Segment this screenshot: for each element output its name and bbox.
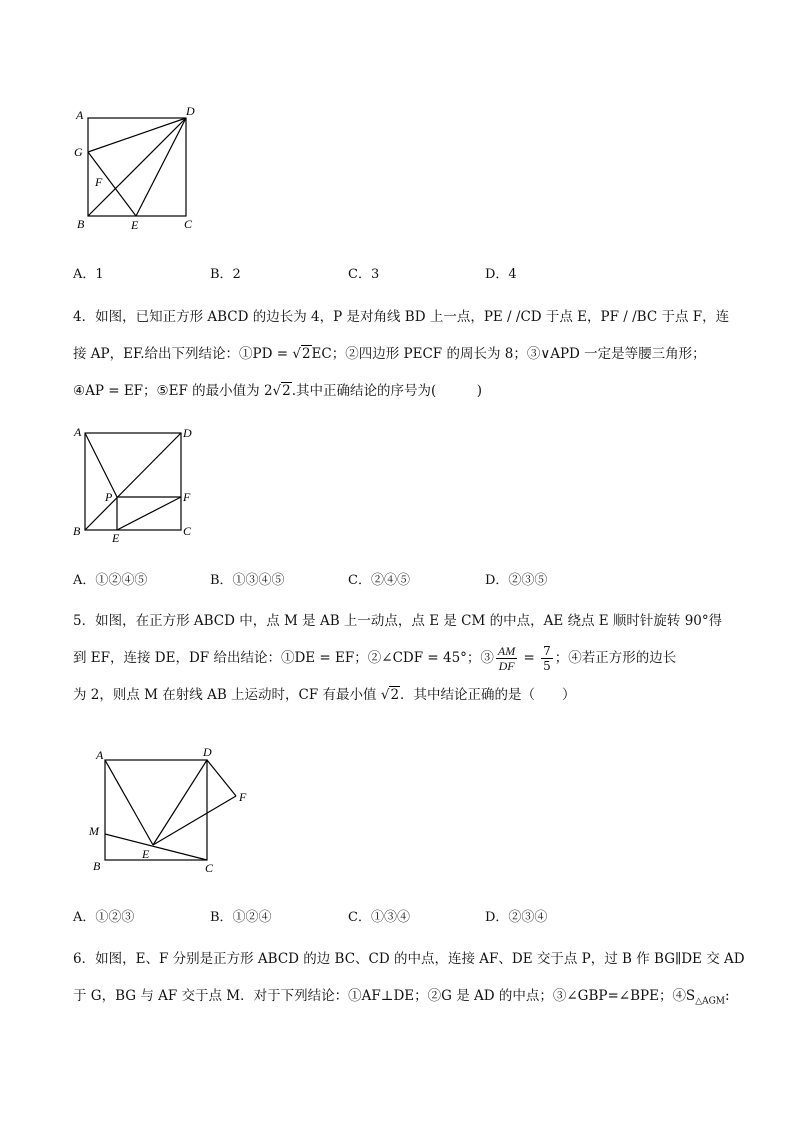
label-a: A <box>76 108 84 122</box>
label-d: D <box>203 745 212 759</box>
segment-mc <box>105 834 207 860</box>
q6-line-2: 于 G，BG 与 AF 交于点 M．对于下列结论：①AF⊥DE；②G 是 AD 的中点；③∠GBP=∠BPE；$④S_{\triangle AGM}$: <box>73 988 730 1007</box>
label-d: D <box>183 426 192 440</box>
label-d: D <box>186 104 195 118</box>
question-6 <box>73 941 745 1021</box>
label-p: P <box>105 490 113 504</box>
figure-q4 <box>70 423 210 548</box>
q3-option-d[interactable]: D．4 <box>485 267 517 282</box>
label-a: A <box>74 425 82 439</box>
segment-ap <box>85 433 117 497</box>
q4-option-d[interactable]: D．②③⑤ <box>485 573 548 588</box>
label-b: B <box>93 859 101 873</box>
label-a: A <box>96 748 104 762</box>
question-5 <box>73 603 733 714</box>
diagonal-bd <box>85 433 181 530</box>
q5-option-c[interactable]: C．①③④ <box>348 910 410 925</box>
q5-option-d[interactable]: D．②③④ <box>485 910 548 925</box>
q4-option-b[interactable]: B．①③④⑤ <box>210 573 285 588</box>
q3-option-a[interactable]: A．1 <box>73 267 104 282</box>
label-c: C <box>184 217 193 231</box>
q3-option-b[interactable]: B．2 <box>210 267 241 282</box>
segment-ae <box>105 760 153 845</box>
q4-line-1: 4．如图，已知正方形 ABCD 的边长为 4，P 是对角线 BD 上一点，PE / /CD 于点 E，PF / /BC 于点 F，连 <box>73 309 730 325</box>
label-e: E <box>131 218 139 232</box>
label-b: B <box>73 524 81 538</box>
label-b: B <box>77 217 85 231</box>
label-m: M <box>89 824 99 838</box>
q6-line-1: 6．如图，E、F 分别是正方形 ABCD 的边 BC、CD 的中点，连接 AF、DE 交于点 P，过 B 作 BG∥DE 交 AD <box>73 951 745 967</box>
question-4 <box>73 299 733 410</box>
square-abcd <box>105 760 207 860</box>
label-e: E <box>142 847 150 861</box>
label-c: C <box>183 524 192 538</box>
q5-line-1: 5．如图，在正方形 ABCD 中，点 M 是 AB 上一动点，点 E 是 CM 的中点，AE 绕点 E 顺时针旋转 90°得 <box>73 613 723 629</box>
fraction-7-5: $\frac{7}{5}$ <box>543 644 551 673</box>
figure-q5 <box>85 744 260 879</box>
label-f: F <box>95 175 103 189</box>
segment-de <box>153 760 207 845</box>
label-f: F <box>239 790 247 804</box>
q3-option-c[interactable]: C．3 <box>348 267 380 282</box>
triangle-symbol-icon: ∨ <box>540 346 551 362</box>
q5-line-2: 到 EF，连接 DE，DF 给出结论：①DE = EF；②∠CDF = 45°；③ $\frac{AM}{DF}$ = $\frac{7}{5}$ ；④若正方形的边长 <box>73 644 677 673</box>
q4-option-a[interactable]: A．①②④⑤ <box>73 573 148 588</box>
segment-ef <box>153 796 236 845</box>
q4-line-2: 接 AP，EF.给出下列结论：①PD = √2EC；②四边形 PECF 的周长为 8；③∨APD 一定是等腰三角形； <box>73 346 706 362</box>
q4-option-c[interactable]: C．②④⑤ <box>348 573 410 588</box>
figure-q3 <box>70 102 210 237</box>
q5-line-3: 为 2，则点 M 在射线 AB 上运动时，CF 有最小值 √2．其中结论正确的是（ ） <box>73 687 576 703</box>
segment-bd <box>88 118 186 216</box>
q5-option-b[interactable]: B．①②④ <box>210 910 272 925</box>
segment-df <box>207 760 236 796</box>
q5-option-a[interactable]: A．①②③ <box>73 910 135 925</box>
q4-line-3: ④AP = EF；⑤EF 的最小值为 2√2.其中正确结论的序号为( ) <box>73 383 483 399</box>
fraction-am-df: $\frac{AM}{DF}$ <box>497 644 516 673</box>
label-c: C <box>205 861 214 875</box>
label-e: E <box>112 531 120 545</box>
segment-ef <box>117 497 181 530</box>
label-f: F <box>183 490 191 504</box>
label-g: G <box>74 145 83 159</box>
